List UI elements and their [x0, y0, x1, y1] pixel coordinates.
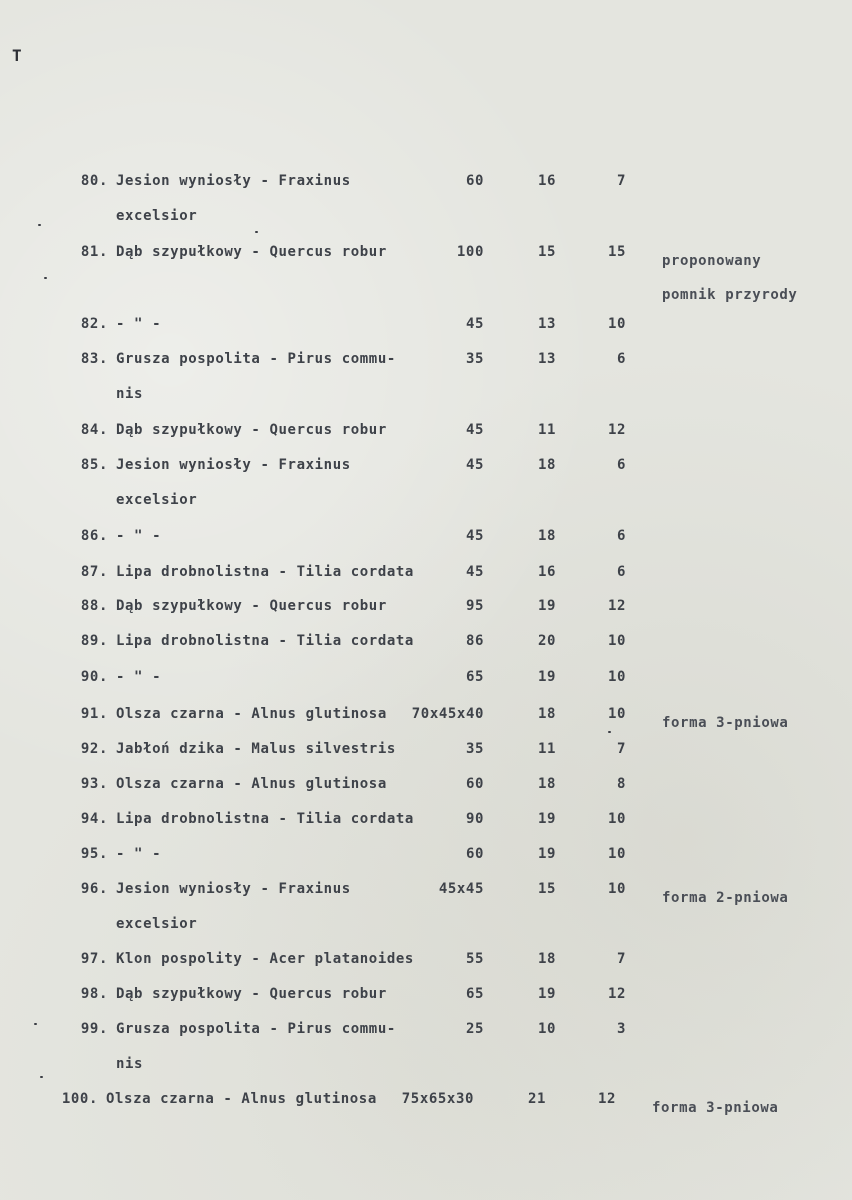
measure-crown: 10	[607, 846, 626, 862]
measure-crown: 10	[607, 633, 626, 649]
measure-crown: 12	[607, 986, 626, 1002]
species-name: Dąb szypułkowy - Quercus robur	[116, 422, 387, 438]
measure-height: 18	[537, 528, 556, 544]
measure-height: 19	[537, 669, 556, 685]
species-name-continued: excelsior	[116, 208, 198, 224]
species-name: - " -	[116, 846, 162, 862]
measure-circumference: 95	[465, 598, 484, 614]
measure-height: 16	[537, 173, 556, 189]
species-name: Lipa drobnolistna - Tilia cordata	[116, 811, 414, 827]
measure-crown: 6	[616, 564, 626, 580]
measure-circumference: 55	[465, 951, 484, 967]
species-name-continued: excelsior	[116, 492, 198, 508]
entry-number: 92.	[80, 741, 108, 757]
species-name: Lipa drobnolistna - Tilia cordata	[116, 633, 414, 649]
species-name: Klon pospolity - Acer platanoides	[116, 951, 414, 967]
measure-circumference: 65	[465, 669, 484, 685]
measure-height: 19	[537, 811, 556, 827]
species-name: Olsza czarna - Alnus glutinosa	[106, 1091, 377, 1107]
measure-circumference: 45	[465, 564, 484, 580]
measure-circumference: 60	[465, 846, 484, 862]
species-name: Lipa drobnolistna - Tilia cordata	[116, 564, 414, 580]
entry-number: 84.	[80, 422, 108, 438]
measure-height: 13	[537, 316, 556, 332]
entry-number: 99.	[80, 1021, 108, 1037]
entry-number: 98.	[80, 986, 108, 1002]
measure-height: 19	[537, 986, 556, 1002]
measure-crown: 8	[616, 776, 626, 792]
measure-height: 20	[537, 633, 556, 649]
measure-height: 18	[537, 457, 556, 473]
measure-crown: 6	[616, 528, 626, 544]
measure-height: 15	[537, 244, 556, 260]
entry-number: 93.	[80, 776, 108, 792]
measure-circumference: 65	[465, 986, 484, 1002]
entry-number: 83.	[80, 351, 108, 367]
species-name-continued: excelsior	[116, 916, 198, 932]
measure-circumference: 45	[465, 316, 484, 332]
measure-crown: 3	[616, 1021, 626, 1037]
species-name: - " -	[116, 316, 162, 332]
species-name: - " -	[116, 528, 162, 544]
paper-speck	[255, 231, 258, 233]
species-name: Jesion wyniosły - Fraxinus	[116, 173, 351, 189]
remark-text: proponowany	[662, 253, 762, 269]
species-name: Grusza pospolita - Pirus commu-	[116, 351, 396, 367]
measure-circumference: 86	[465, 633, 484, 649]
species-name: Olsza czarna - Alnus glutinosa	[116, 706, 387, 722]
measure-circumference: 25	[465, 1021, 484, 1037]
measure-circumference: 60	[465, 776, 484, 792]
entry-number: 95.	[80, 846, 108, 862]
measure-circumference: 100	[456, 244, 484, 260]
measure-height: 19	[537, 598, 556, 614]
remark-text: forma 3-pniowa	[652, 1100, 779, 1116]
paper-speck	[608, 731, 611, 733]
entry-number: 87.	[80, 564, 108, 580]
measure-circumference: 75x65x30	[401, 1091, 474, 1107]
species-name: - " -	[116, 669, 162, 685]
entry-number: 80.	[80, 173, 108, 189]
entry-number: 90.	[80, 669, 108, 685]
entry-number: 82.	[80, 316, 108, 332]
measure-crown: 10	[607, 669, 626, 685]
measure-height: 18	[537, 951, 556, 967]
species-name: Dąb szypułkowy - Quercus robur	[116, 986, 387, 1002]
measure-circumference: 70x45x40	[411, 706, 484, 722]
entry-number: 91.	[80, 706, 108, 722]
entry-number: 86.	[80, 528, 108, 544]
entry-number: 96.	[80, 881, 108, 897]
measure-crown: 7	[616, 173, 626, 189]
remark-text: forma 2-pniowa	[662, 890, 789, 906]
measure-height: 21	[527, 1091, 546, 1107]
measure-circumference: 45x45	[438, 881, 484, 897]
measure-crown: 6	[616, 351, 626, 367]
species-name-continued: nis	[116, 386, 144, 402]
species-name: Dąb szypułkowy - Quercus robur	[116, 598, 387, 614]
paper-speck	[40, 1076, 43, 1078]
species-name: Jesion wyniosły - Fraxinus	[116, 881, 351, 897]
measure-circumference: 35	[465, 351, 484, 367]
entry-number: 97.	[80, 951, 108, 967]
measure-height: 13	[537, 351, 556, 367]
measure-height: 19	[537, 846, 556, 862]
species-name: Olsza czarna - Alnus glutinosa	[116, 776, 387, 792]
measure-circumference: 90	[465, 811, 484, 827]
measure-height: 18	[537, 706, 556, 722]
measure-crown: 12	[607, 422, 626, 438]
measure-crown: 12	[597, 1091, 616, 1107]
measure-crown: 15	[607, 244, 626, 260]
entry-number: 89.	[80, 633, 108, 649]
species-name: Dąb szypułkowy - Quercus robur	[116, 244, 387, 260]
paper-speck	[34, 1023, 37, 1025]
measure-height: 10	[537, 1021, 556, 1037]
measure-circumference: 60	[465, 173, 484, 189]
measure-circumference: 45	[465, 528, 484, 544]
measure-crown: 7	[616, 741, 626, 757]
measure-crown: 6	[616, 457, 626, 473]
measure-crown: 10	[607, 316, 626, 332]
measure-circumference: 35	[465, 741, 484, 757]
species-name: Grusza pospolita - Pirus commu-	[116, 1021, 396, 1037]
paper-speck	[44, 277, 47, 279]
paper-speck	[38, 224, 41, 226]
measure-height: 11	[537, 741, 556, 757]
entry-number: 85.	[80, 457, 108, 473]
remark-text: forma 3-pniowa	[662, 715, 789, 731]
entry-number: 100.	[61, 1091, 98, 1107]
measure-crown: 10	[607, 706, 626, 722]
measure-crown: 12	[607, 598, 626, 614]
measure-crown: 10	[607, 881, 626, 897]
measure-circumference: 45	[465, 457, 484, 473]
species-name: Jesion wyniosły - Fraxinus	[116, 457, 351, 473]
measure-height: 11	[537, 422, 556, 438]
corner-mark: T	[12, 46, 22, 65]
entry-number: 81.	[80, 244, 108, 260]
measure-height: 16	[537, 564, 556, 580]
measure-crown: 10	[607, 811, 626, 827]
entry-number: 94.	[80, 811, 108, 827]
measure-height: 18	[537, 776, 556, 792]
species-name: Jabłoń dzika - Malus silvestris	[116, 741, 396, 757]
entry-number: 88.	[80, 598, 108, 614]
measure-circumference: 45	[465, 422, 484, 438]
species-name-continued: nis	[116, 1056, 144, 1072]
remark-text: pomnik przyrody	[662, 287, 798, 303]
measure-height: 15	[537, 881, 556, 897]
measure-crown: 7	[616, 951, 626, 967]
